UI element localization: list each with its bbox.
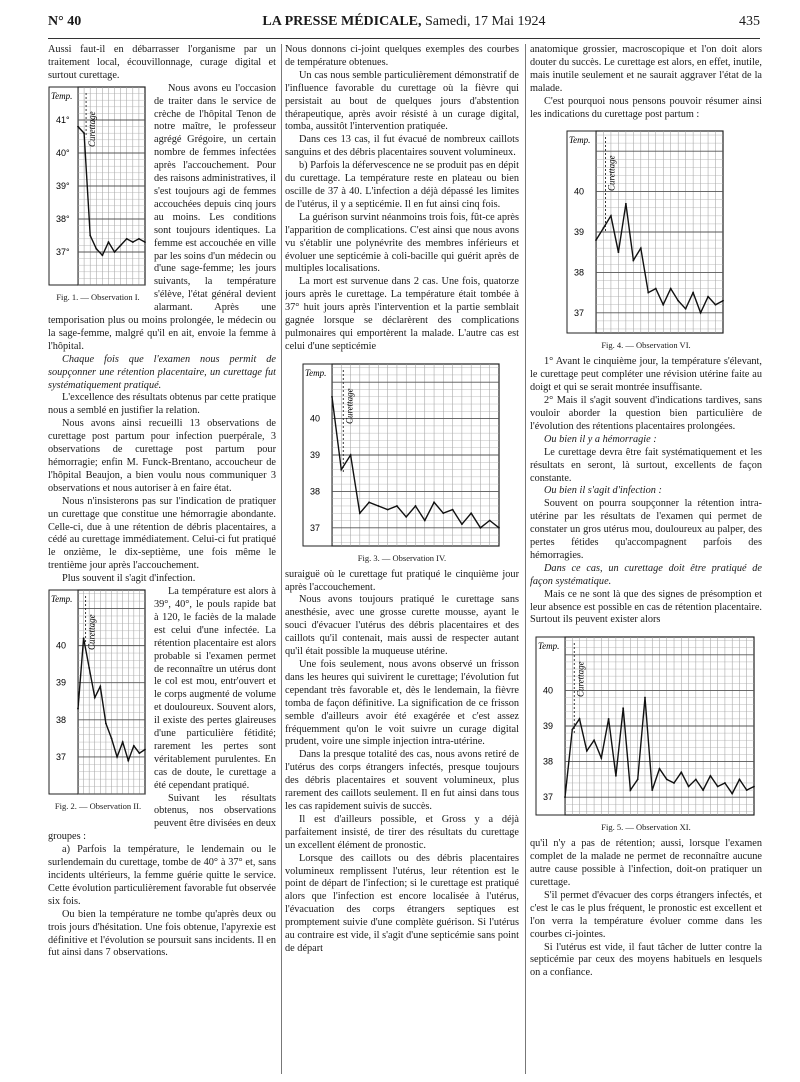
column-divider	[525, 44, 526, 1074]
y-tick-label: 40	[574, 187, 585, 198]
data-point	[111, 738, 113, 740]
paragraph: anatomique grossier, macroscopique et l'on doit alors douter du succès. Le curettage est alors, en effet, inutile, mais inutile seulement et ne saurait aggraver l'état de la malade.	[530, 44, 762, 94]
data-point	[700, 312, 702, 314]
data-point	[640, 248, 642, 250]
data-point	[133, 745, 135, 747]
data-point	[405, 516, 407, 518]
data-point	[731, 793, 733, 795]
paragraph: Ou bien il s'agit d'infection :	[544, 485, 662, 497]
figure-caption: Fig. 5. — Observation XI.	[601, 822, 691, 833]
axis-label-box	[49, 590, 78, 794]
data-point	[83, 132, 85, 134]
y-tick-label: 41°	[56, 114, 70, 125]
data-point	[680, 772, 682, 774]
curettage-label: Curettage	[86, 614, 97, 651]
paragraph: Suivant les résultats obtenus, nos observations peuvent être divisées en deux groupes :	[48, 792, 276, 843]
data-point	[340, 468, 342, 470]
data-point	[615, 775, 617, 777]
figure-4	[566, 127, 726, 352]
figure-1	[48, 83, 148, 308]
paragraph: a) Parfois la température, le lendemain ou le surlendemain du curettage, tombe de 40° à 37° et, sans incidents ultérieurs, la femme guérie quitte le service. Cette évolution particulièrement favorable fut observée six fois.	[48, 844, 276, 907]
paragraph: Dans ce cas, un curettage doit être pratiqué de façon systématique.	[530, 562, 762, 587]
data-point	[595, 240, 597, 242]
paragraph: Plus souvent il s'agit d'infection.	[62, 573, 196, 585]
y-tick-label: 40°	[56, 147, 70, 158]
data-point	[662, 304, 664, 306]
data-point	[359, 512, 361, 514]
data-point	[746, 790, 748, 792]
data-point	[571, 729, 573, 731]
paragraph: La mort est survenue dans 2 cas. Une fois, quatorze jours après le curettage. La température était tombée à 37° huit jours après l'intervention et la partie semblait gagnée lorsque se déclarèrent des complications pulmonaires qui emportèrent la malade. L'autre cas est celui d'une septicémie	[285, 276, 519, 352]
data-point	[105, 723, 107, 725]
y-axis-title: Temp.	[51, 594, 73, 605]
paragraph: Mais ce ne sont là que des signes de présomption et leur absence est possible en cas de rétention placentaire. Surtout ils peuvent exister alors	[530, 588, 762, 626]
data-point	[673, 782, 675, 784]
data-point	[722, 300, 724, 302]
column-2	[285, 44, 519, 1074]
data-point	[498, 527, 500, 529]
journal-line	[48, 14, 760, 30]
page-header	[48, 14, 760, 36]
data-point	[724, 782, 726, 784]
y-tick-label: 40	[310, 413, 321, 424]
paragraph: Aussi faut-il en débarrasser l'organisme par un traitement local, écouvillonnage, curage digital et surtout curettage.	[48, 44, 276, 81]
data-point	[625, 203, 627, 205]
data-point	[715, 304, 717, 306]
figure-caption: Fig. 2. — Observation II.	[54, 801, 142, 812]
data-point	[114, 251, 116, 253]
y-tick-label: 37	[543, 792, 554, 803]
figure-3	[302, 360, 502, 565]
paragraph: Un cas nous semble particulièrement démonstratif de l'influence favorable du curettage où la fièvre qui persistait au bout de quelques jours d'abstention thérapeutique, après avoir résisté à un curage digital, tomba, aussitôt l'intervention pratiquée.	[285, 69, 519, 133]
data-point	[442, 512, 444, 514]
issue-date: Samedi, 17 Mai 1924	[425, 14, 546, 29]
data-point	[132, 241, 134, 243]
column-3	[530, 44, 762, 1074]
y-tick-label: 40	[56, 640, 67, 651]
y-tick-label: 40	[543, 685, 554, 696]
data-point	[695, 779, 697, 781]
data-point	[452, 508, 454, 510]
paragraph: Dans la presque totalité des cas, nous avons retiré de l'utérus des corps étrangers infectés, presque toujours des débris placentaires et souvent volumineux, plus rarement des caillots seulement. Il en fut ainsi dans tous les cas rapidement suivis de succès.	[285, 749, 519, 812]
y-tick-label: 37	[56, 751, 67, 762]
y-axis-title: Temp.	[51, 90, 73, 101]
paragraph: Ou bien la température ne tombe qu'après deux ou trois jours d'hésitation. Une fois obtenue, l'apyrexie est définitive et l'évolution se poursuit sans incidents. Il en fut ainsi dans 7 observations.	[48, 908, 276, 959]
data-point	[692, 292, 694, 294]
issue-number: N° 40	[48, 14, 82, 29]
temperature-chart-3	[302, 360, 502, 550]
data-point	[670, 288, 672, 290]
data-point	[655, 288, 657, 290]
data-point	[677, 300, 679, 302]
data-point	[94, 697, 96, 699]
temperature-chart-1	[48, 83, 148, 289]
paragraph: Souvent on pourra soupçonner la rétention intra-utérine par les résultats de l'examen qui permet de constater un gros utérus mou, douloureux au palper, des pertes fétides qu'accompagnent parfois des hémorragies.	[530, 498, 762, 561]
paragraph: Lorsque des caillots ou des débris placentaires volumineux remplissent l'utérus, leur rétention est le point de départ de l'infection; si le curettage est pratiqué alors que l'infection est encore localisée à l'utérus, l'évacuation des corps étrangers septiques est promptement suivie d'une complète guérison. Si l'utérus au contraire est vide, il s'agit d'une septicémie sans point de départ	[285, 852, 519, 954]
figure-5	[535, 633, 757, 834]
data-point	[387, 508, 389, 510]
paragraph: qu'il n'y a pas de rétention; aussi, lorsque l'examen complet de la malade ne permet de reconnaître aucune autre cause possible à l'infection, doit-on pratiquer un curettage.	[530, 838, 762, 888]
paragraph: Nous avons toujours pratiqué le curettage sans anesthésie, avec une grosse curette mousse, ayant le souci d'évacuer l'utérus des débris placentaires et des caillots qu'il contenait, mais aussi de respecter autant qu'il était possible la muqueuse utérine.	[285, 594, 519, 658]
temperature-chart-2	[48, 586, 148, 798]
paragraph: suraiguë où le curettage fut pratiqué le cinquième jour après l'accouchement.	[285, 568, 519, 593]
data-point	[89, 234, 91, 236]
y-tick-label: 37	[310, 522, 321, 533]
data-point	[424, 519, 426, 521]
data-point	[377, 505, 379, 507]
figure-2	[48, 586, 148, 817]
y-tick-label: 39	[543, 721, 554, 732]
data-point	[644, 697, 646, 699]
paragraph: Le curettage devra être fait systématiquement et les résultats en seront, là surtout, excellents de façon constante.	[530, 446, 762, 484]
data-point	[101, 254, 103, 256]
paragraph: Une fois seulement, nous avons observé un frisson dans les heures qui suivirent le curettage; l'évolution fut cependant très favorable et, dès le lendemain, la fièvre tomba de façon définitive. La signification de ce frisson semble d'ailleurs avoir été exagérée et c'est assez fréquemment qu'on le voit suivre un curage digital prudent, voire une simple injection intra-utérine.	[285, 659, 519, 748]
data-point	[610, 215, 612, 217]
paragraph: 1° Avant le cinquième jour, la température s'élevant, le curettage peut compléter une révision utérine faite au doigt et qui se serait montrée insuffisante.	[530, 356, 762, 394]
data-point	[126, 238, 128, 240]
paragraph: b) Parfois la défervescence ne se produit pas en dépit du curettage. La température reste en plateau ou bien oscille de 37 à 40. L'infection a déjà dépassé les limites de l'utérus, il y a septicémie. Il en fut ainsi cinq fois.	[285, 160, 519, 210]
column-1	[48, 44, 276, 1074]
y-tick-label: 38	[543, 756, 554, 767]
y-axis-title: Temp.	[538, 641, 560, 652]
data-point	[368, 501, 370, 503]
data-point	[108, 241, 110, 243]
y-tick-label: 39	[574, 227, 585, 238]
data-point	[120, 244, 122, 246]
y-axis-title: Temp.	[569, 135, 591, 146]
data-point	[396, 505, 398, 507]
journal-title: LA PRESSE MÉDICALE,	[262, 14, 422, 29]
y-tick-label: 39	[56, 677, 67, 688]
data-point	[95, 248, 97, 250]
y-tick-label: 38	[574, 267, 585, 278]
data-point	[579, 718, 581, 720]
data-point	[127, 760, 129, 762]
y-tick-label: 38	[310, 486, 321, 497]
y-tick-label: 38	[56, 714, 67, 725]
data-point	[685, 308, 687, 310]
temperature-chart-4	[566, 127, 726, 337]
data-point	[77, 125, 79, 127]
data-point	[144, 241, 146, 243]
paragraph: Ou bien il y a hémorragie :	[544, 433, 657, 445]
data-point	[83, 637, 85, 639]
data-point	[99, 686, 101, 688]
data-point	[461, 523, 463, 525]
paragraph: Nous avons eu l'occasion de traiter dans le service de crèche de l'hôpital Tenon de notre maître, le professeur agrégé Grégoire, un certain nombre de femmes infectées après l'accouchement. Pour des raisons administratives, il s'est toujours agi de femmes accouchées depuis cinq jours au moins. Les conditions sont toujours identiques. La femme est accouchée en ville par les soins d'un médecin ou d'une sage-femme; les jours suivants, la température s'élève, l'état général devient alarmant. Après une temporisation plus ou moins prolongée, le médecin ou la sage-femme, malgré qu'il en ait, envoie la femme à l'hôpital.	[48, 82, 276, 352]
data-point	[630, 790, 632, 792]
data-point	[666, 779, 668, 781]
data-point	[415, 505, 417, 507]
paragraph: La guérison survint néanmoins trois fois, fût-ce après l'apparition de complications. C'est ainsi que nous avons vu s'établir une polynévrite des membres inférieurs et évoluer une septicémie à coli-bacille qui guérit après de multiples localisations.	[285, 211, 519, 275]
data-point	[77, 708, 79, 710]
paragraph: Il est d'ailleurs possible, et Gross y a déjà parfaitement insisté, de tirer des résultats du curettage un excellent élément de pronostic.	[285, 813, 519, 851]
figure-caption: Fig. 4. — Observation VI.	[601, 340, 691, 351]
paragraph: S'il permet d'évacuer des corps étrangers infectés, et c'est le cas le plus fréquent, le pronostic est excellent et l'on verra la température évoluer comme dans les courbes ci-jointes.	[530, 889, 762, 940]
data-point	[632, 260, 634, 262]
y-axis-title: Temp.	[305, 367, 327, 378]
y-tick-label: 37	[574, 308, 585, 319]
data-point	[753, 786, 755, 788]
data-point	[116, 756, 118, 758]
data-point	[618, 252, 620, 254]
paragraph: C'est pourquoi nous pensons pouvoir résumer ainsi les indications du curettage post partum :	[530, 95, 762, 120]
header-rule	[48, 38, 760, 39]
paragraph: 2° Mais il s'agit souvent d'indications tardives, sans vouloir aborder la question bien particulière de l'évolution des rétentions placentaires prolongées.	[530, 395, 762, 432]
data-point	[433, 501, 435, 503]
data-point	[600, 758, 602, 760]
paragraph: Nous n'insisterons pas sur l'indication de pratiquer un curettage que constitue une hémorragie abondante. Celle-ci, due à une rétention de débris placentaires, a cédé au curettage immédiatement. Celui-ci fut pratiqué le onzième, le dix-septième, une fois même le trentième jour après l'accouchement.	[48, 495, 276, 572]
data-point	[659, 768, 661, 770]
paragraph: Nous avons ainsi recueilli 13 observations de curettage post partum pour infection puerpérale, 3 observations de curettage post partum pour hémorragie; enfin M. Funck-Brentano, accoucheur de l'hôpital Beaujon, a bien voulu nous communiquer 3 observations et nous autoriser à en faire état.	[48, 418, 276, 494]
figure-caption: Fig. 3. — Observation IV.	[357, 552, 447, 563]
paragraph: Nous donnons ci-joint quelques exemples des courbes de température obtenues.	[285, 44, 519, 68]
data-point	[122, 741, 124, 743]
data-point	[608, 718, 610, 720]
y-tick-label: 37°	[56, 246, 70, 257]
figure-caption: Fig. 1. — Observation I.	[56, 291, 140, 302]
y-tick-label: 38°	[56, 213, 70, 224]
data-point	[139, 752, 141, 754]
data-point	[88, 667, 90, 669]
curettage-label: Curettage	[344, 388, 355, 424]
y-tick-label: 39°	[56, 180, 70, 191]
data-point	[489, 519, 491, 521]
data-point	[586, 750, 588, 752]
page-number: 435	[739, 14, 760, 29]
data-point	[138, 238, 140, 240]
paragraph: Dans ces 13 cas, il fut évacué de nombreux caillots sanguins et des débris placentaires souvent volumineux.	[285, 134, 519, 159]
paragraph: L'excellence des résultats obtenus par cette pratique nous a semblé en justifier la relation.	[48, 392, 276, 417]
column-divider	[281, 44, 282, 1074]
data-point	[331, 396, 333, 398]
data-point	[702, 790, 704, 792]
data-point	[637, 779, 639, 781]
curettage-label: Curettage	[87, 111, 98, 147]
paragraph: Si l'utérus est vide, il faut tâcher de lutter contre la septicémie par ceux des moyens habituels en lesquels on a confiance.	[530, 941, 762, 979]
data-point	[709, 775, 711, 777]
data-point	[480, 527, 482, 529]
data-point	[707, 296, 709, 298]
data-point	[651, 790, 653, 792]
data-point	[350, 454, 352, 456]
data-point	[593, 740, 595, 742]
data-point	[603, 227, 605, 229]
data-point	[688, 786, 690, 788]
data-point	[647, 292, 649, 294]
paragraph: La température est alors à 39°, 40°, le pouls rapide bat à 120, le faciès de la malade est celui d'une infectée. La rétention placentaire est alors probable si l'examen permet de reconnaître un utérus dont le col est mou, entr'ouvert et le corps augmenté de volume et douloureux. Souvent alors, il existe des pertes glaireuses d'une particulière fétidité; rarement les pertes sont véritablement purulentes. En cas de doute, le curettage a été cependant pratiqué.	[154, 586, 276, 791]
data-point	[622, 708, 624, 710]
curettage-label: Curettage	[575, 661, 586, 698]
data-point	[470, 512, 472, 514]
temperature-chart-5	[535, 633, 757, 819]
data-point	[717, 786, 719, 788]
data-point	[144, 749, 146, 751]
paragraph: Chaque fois que l'examen nous permit de soupçonner une rétention placentaire, un curettage fut systématiquement pratiqué.	[48, 353, 276, 391]
data-point	[739, 779, 741, 781]
curettage-label: Curettage	[606, 155, 617, 192]
y-tick-label: 39	[310, 449, 321, 460]
data-point	[564, 797, 566, 799]
